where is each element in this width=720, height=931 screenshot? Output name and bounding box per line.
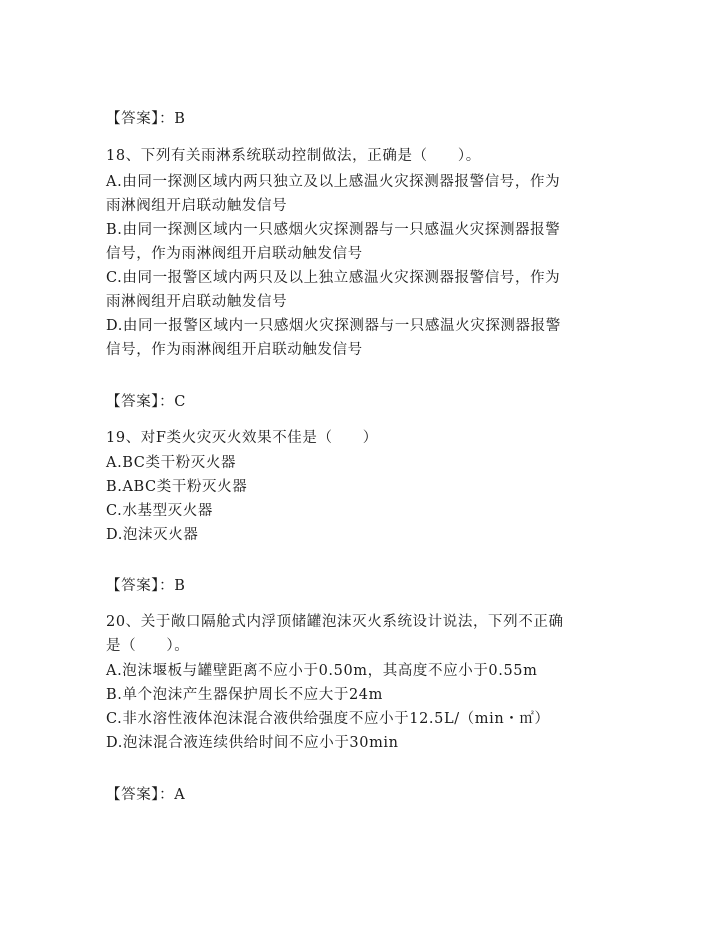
- question-19-option-d: D.泡沫灭火器: [106, 527, 199, 543]
- question-18-stem: 18、下列有关雨淋系统联动控制做法，正确是（ ）。: [106, 148, 481, 164]
- question-19-option-b: B.ABC类干粉灭火器: [106, 479, 248, 495]
- question-18-option-d-line1: D.由同一报警区域内一只感烟火灾探测器与一只感温火灾探测器报警: [106, 318, 561, 334]
- answer-20: 【答案】：A: [106, 787, 186, 803]
- question-18-option-a-line1: A.由同一探测区域内两只独立及以上感温火灾探测器报警信号，作为: [106, 174, 561, 190]
- question-18-option-c-line1: C.由同一报警区域内两只及以上独立感温火灾探测器报警信号，作为: [106, 270, 561, 286]
- question-18-option-a-line2: 雨淋阀组开启联动触发信号: [106, 198, 288, 214]
- question-19-option-a: A.BC类干粉灭火器: [106, 455, 237, 471]
- question-18-option-b-line2: 信号，作为雨淋阀组开启联动触发信号: [106, 246, 363, 262]
- answer-18: 【答案】：C: [106, 394, 186, 410]
- question-18-option-b-line1: B.由同一探测区域内一只感烟火灾探测器与一只感温火灾探测器报警: [106, 222, 561, 238]
- question-20-stem-line2: 是（ ）。: [106, 638, 190, 654]
- question-19-option-c: C.水基型灭火器: [106, 503, 213, 519]
- question-19-stem: 19、对F类火灾灭火效果不佳是（ ）: [106, 430, 378, 446]
- answer-19: 【答案】：B: [106, 578, 186, 594]
- question-18-option-d-line2: 信号，作为雨淋阀组开启联动触发信号: [106, 342, 363, 358]
- question-20-option-c: C.非水溶性液体泡沫混合液供给强度不应小于12.5L/（min・㎡）: [106, 711, 550, 727]
- question-20-option-b: B.单个泡沫产生器保护周长不应大于24m: [106, 687, 383, 703]
- question-20-option-d: D.泡沫混合液连续供给时间不应小于30min: [106, 735, 399, 751]
- answer-prev: 【答案】：B: [106, 111, 186, 127]
- question-20-stem-line1: 20、关于敞口隔舱式内浮顶储罐泡沫灭火系统设计说法，下列不正确: [106, 614, 564, 630]
- question-18-option-c-line2: 雨淋阀组开启联动触发信号: [106, 294, 288, 310]
- question-20-option-a: A.泡沫堰板与罐壁距离不应小于0.50m，其高度不应小于0.55m: [106, 663, 538, 679]
